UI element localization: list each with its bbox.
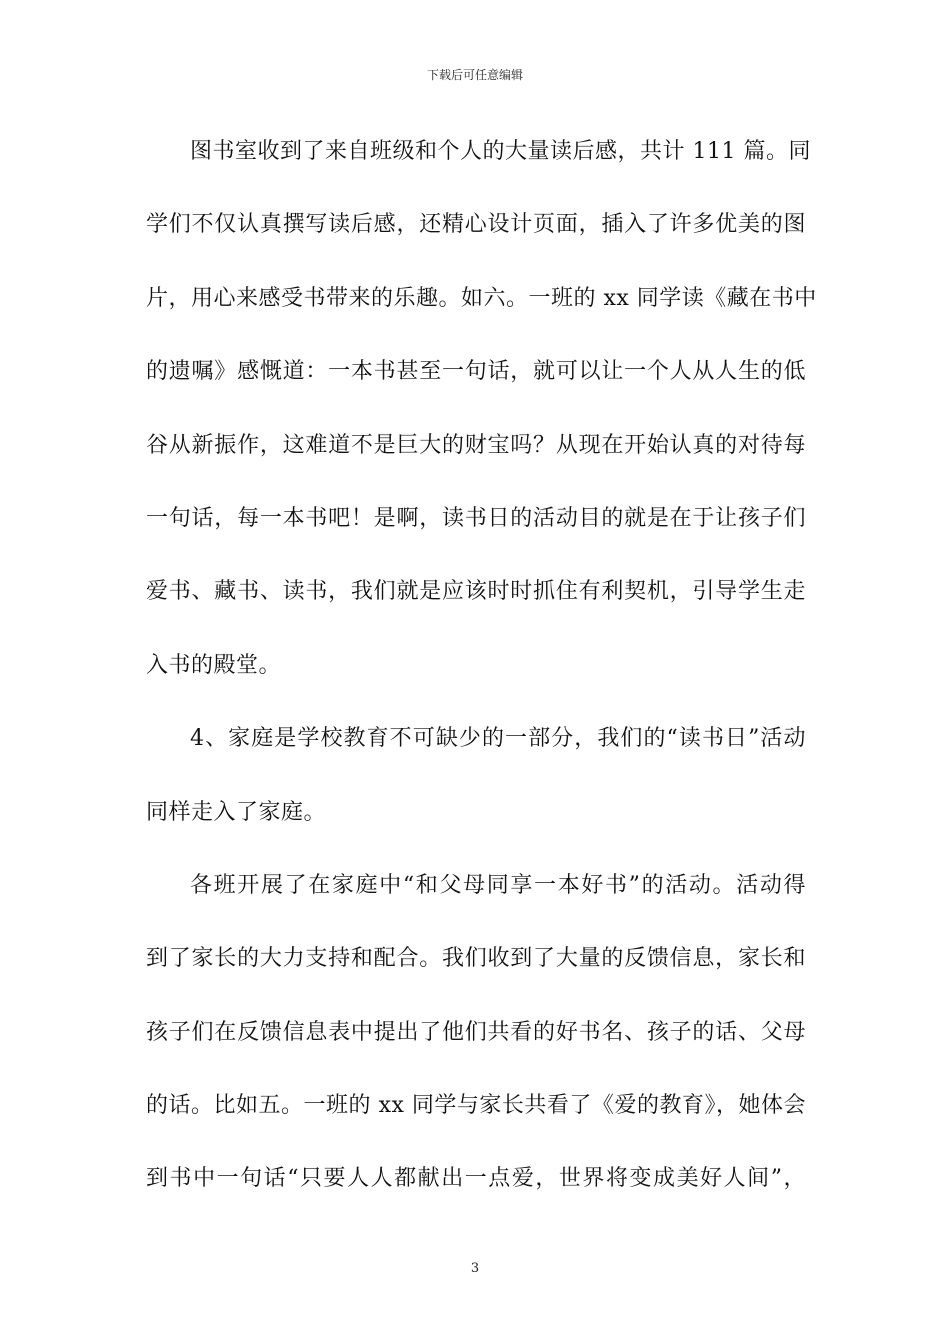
paragraph-1-line-3: 片，用心来感受书带来的乐趣。如六。一班的 xx 同学读《藏在书中: [146, 285, 817, 311]
paragraph-1-line-5: 谷从新振作，这难道不是巨大的财宝吗？从现在开始认真的对待每: [146, 432, 806, 458]
paragraph-1-line-1: 图书室收到了来自班级和个人的大量读后感，共计 111 篇。同: [190, 139, 811, 164]
paragraph-1-line-6: 一句话，每一本书吧！是啊，读书日的活动目的就是在于让孩子们: [146, 505, 806, 531]
paragraph-3-line-4: 的话。比如五。一班的 xx 同学与家长共看了《爱的教育》，她体会: [146, 1093, 806, 1119]
page-header: 下载后可任意编辑: [426, 68, 523, 82]
paragraph-3-line-3: 孩子们在反馈信息表中提出了他们共看的好书名、孩子的话、父母: [146, 1019, 806, 1045]
paragraph-2-line-2: 同样走入了家庭。: [146, 799, 327, 825]
paragraph-1-line-8: 入书的殿堂。: [146, 652, 282, 678]
page-number: 3: [470, 1261, 480, 1276]
paragraph-1-line-4: 的遗嘱》感慨道：一本书甚至一句话，就可以让一个人从人生的低: [146, 359, 806, 385]
paragraph-3-line-1: 各班开展了在家庭中“和父母同享一本好书”的活动。活动得: [190, 872, 806, 898]
document-body: [146, 122, 817, 1223]
paragraph-1-line-7: 爱书、藏书、读书，我们就是应该时时抓住有利契机，引导学生走: [146, 579, 806, 605]
paragraph-3-line-2: 到了家长的大力支持和配合。我们收到了大量的反馈信息，家长和: [146, 946, 806, 972]
paragraph-1-line-2: 学们不仅认真撰写读后感，还精心设计页面，插入了许多优美的图: [146, 212, 806, 238]
paragraph-3-line-5: 到书中一句话“只要人人都献出一点爱，世界将变成美好人间”，: [146, 1166, 806, 1192]
paragraph-2-line-1: 4、家庭是学校教育不可缺少的一部分，我们的“读书日”活动: [190, 726, 806, 752]
